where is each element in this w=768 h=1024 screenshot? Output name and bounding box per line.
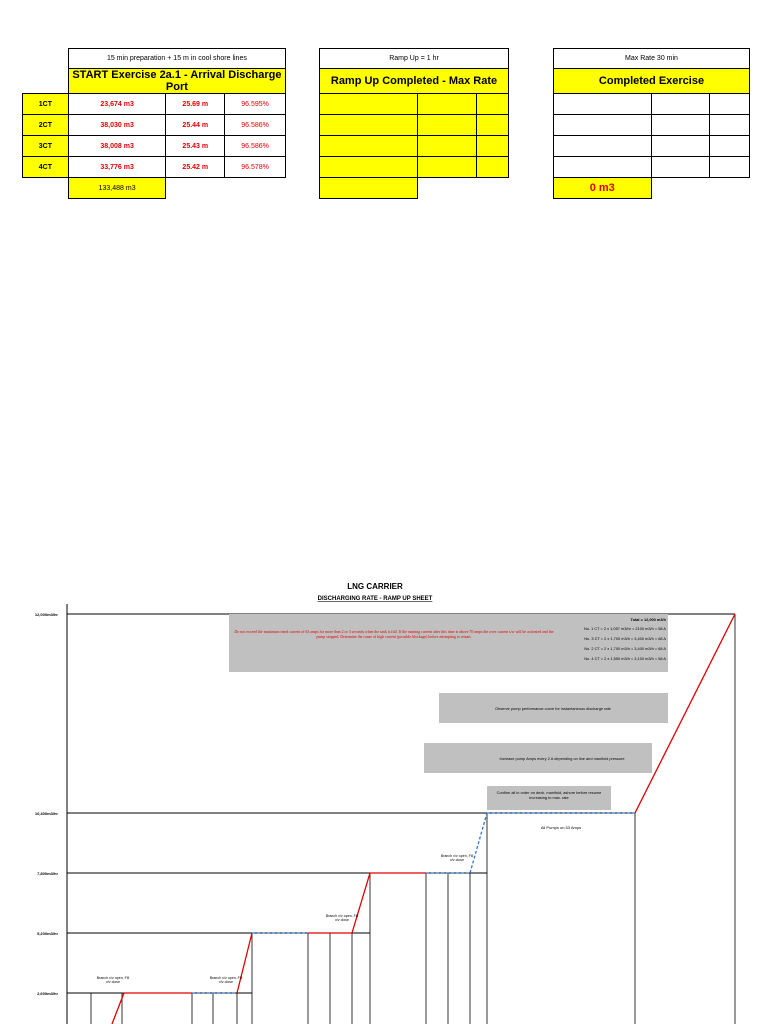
tank-label: 2CT: [23, 115, 69, 136]
branch-note-3: Branch v/v open, Fill v/v close: [325, 914, 359, 922]
table2-title: Ramp Up Completed - Max Rate: [320, 69, 509, 94]
table-row: [320, 157, 509, 178]
tank-percent: 96.578%: [225, 157, 286, 178]
branch-note-4: Branch v/v open, Fill v/v close: [440, 854, 474, 862]
branch-note-2: Branch v/v open, Fill v/v close: [209, 976, 243, 984]
cell: [320, 157, 418, 178]
empty-cell: [651, 178, 749, 199]
cell: [651, 136, 710, 157]
empty-cell: [166, 178, 286, 199]
cell: [320, 136, 418, 157]
rates-total: Total = 12,000 m3/h: [630, 617, 666, 622]
table-row: [320, 136, 509, 157]
observe-note: Observe pump performance curve for instantaneous discharge rate: [495, 706, 611, 711]
completed-exercise-table: [553, 48, 750, 199]
cell: [554, 157, 652, 178]
cell: [651, 157, 710, 178]
cell: [418, 94, 477, 115]
table1-header: 15 min preparation + 15 m in cool shore lines: [68, 49, 285, 69]
cell: [418, 136, 477, 157]
table-row: [23, 136, 286, 157]
table-row: [554, 115, 750, 136]
table-row: [320, 94, 509, 115]
tank-label: 3CT: [23, 136, 69, 157]
cell: [320, 94, 418, 115]
y-label-7800: 7,800m3/hr: [37, 871, 58, 876]
y-label-12000: 12,000m3/hr: [34, 612, 58, 617]
cell: [320, 115, 418, 136]
y-label-10400: 10,400m3/hr: [34, 811, 58, 816]
empty-cell: [418, 178, 509, 199]
cell: [477, 157, 509, 178]
warning-note: Do not exceed the maximum rated current of 63 amps for more than 2 or 3 seconds when the tank is full. If the running current after this time is above 70 amps the over current s/w will be activated and the pump stopped. Determine the cause of high current (possible blockage) before attempting to restart.: [234, 630, 554, 639]
table-row: [23, 94, 286, 115]
table-row: [320, 115, 509, 136]
sheet-title: LNG CARRIER: [347, 582, 403, 591]
ramp-up-table: [319, 48, 509, 199]
time-gridlines: [91, 614, 735, 1024]
tank-volume: 38,030 m3: [68, 115, 166, 136]
tank-percent: 96.586%: [225, 136, 286, 157]
cell: [710, 157, 750, 178]
tank-label: 4CT: [23, 157, 69, 178]
tank-volume: 23,674 m3: [68, 94, 166, 115]
cell: [554, 94, 652, 115]
tank-level: 25.42 m: [166, 157, 225, 178]
tank-level: 25.44 m: [166, 115, 225, 136]
cell: [651, 94, 710, 115]
all-pumps-note: All Pumps on 53 Amps: [540, 825, 582, 830]
cell: [418, 115, 477, 136]
confirm-note: Confirm all in order on deck, manifold, ashore before resume increasing to max. rate: [496, 790, 602, 800]
empty-cell: [23, 69, 69, 94]
cell: [710, 136, 750, 157]
tank-percent: 96.586%: [225, 115, 286, 136]
empty-cell: [23, 178, 69, 199]
completed-total: 0 m3: [554, 178, 652, 199]
empty-cell: [23, 49, 69, 69]
table-row: [23, 115, 286, 136]
branch-note-1: Branch v/v open, Fill v/v close: [96, 976, 130, 984]
tank-level: 25.69 m: [166, 94, 225, 115]
rate-line: No. 2 CT = 2 x 1,700 m3/h = 3,400 m3/h = 68 A: [584, 646, 666, 651]
cell: [477, 115, 509, 136]
table-row: [554, 157, 750, 178]
increase-note: Increase pump Amps every 2 A depending on line and manifold pressure: [499, 756, 625, 761]
rate-line: No. 1 CT = 2 x 1,057 m3/hr = 2100 m3/h = 58 A: [583, 626, 666, 631]
rate-line: No. 4 CT = 2 x 1,550 m3/h = 3,100 m3/h = 58 A: [584, 656, 666, 661]
tank-label: 1CT: [23, 94, 69, 115]
table2-header: Ramp Up = 1 hr: [320, 49, 509, 69]
ramp-up-sheet: [0, 570, 768, 1024]
cell: [418, 157, 477, 178]
cell: [477, 94, 509, 115]
y-label-2600: 2,600m3/hr: [37, 991, 58, 996]
cell: [710, 94, 750, 115]
cell: [554, 136, 652, 157]
sheet-subtitle: DISCHARGING RATE - RAMP UP SHEET: [317, 596, 433, 602]
table3-title: Completed Exercise: [554, 69, 750, 94]
table-row: [554, 94, 750, 115]
tank-level: 25.43 m: [166, 136, 225, 157]
rate-line: No. 3 CT = 2 x 1,700 m3/h = 3,400 m3/h = 68 A: [584, 636, 666, 641]
table3-header: Max Rate 30 min: [554, 49, 750, 69]
cell: [710, 115, 750, 136]
table-row: [23, 157, 286, 178]
ramp-path: [112, 614, 735, 1024]
cell: [651, 115, 710, 136]
total-cell: [320, 178, 418, 199]
start-exercise-table: [22, 48, 286, 199]
y-label-5200: 5,200m3/hr: [37, 931, 58, 936]
tank-percent: 96.595%: [225, 94, 286, 115]
tank-volume: 38,008 m3: [68, 136, 166, 157]
tank-volume: 33,776 m3: [68, 157, 166, 178]
table1-title: START Exercise 2a.1 - Arrival Discharge Port: [68, 69, 285, 94]
hold-path: [192, 813, 635, 993]
cell: [477, 136, 509, 157]
table-row: [554, 136, 750, 157]
cell: [554, 115, 652, 136]
total-volume: 133,488 m3: [68, 178, 166, 199]
